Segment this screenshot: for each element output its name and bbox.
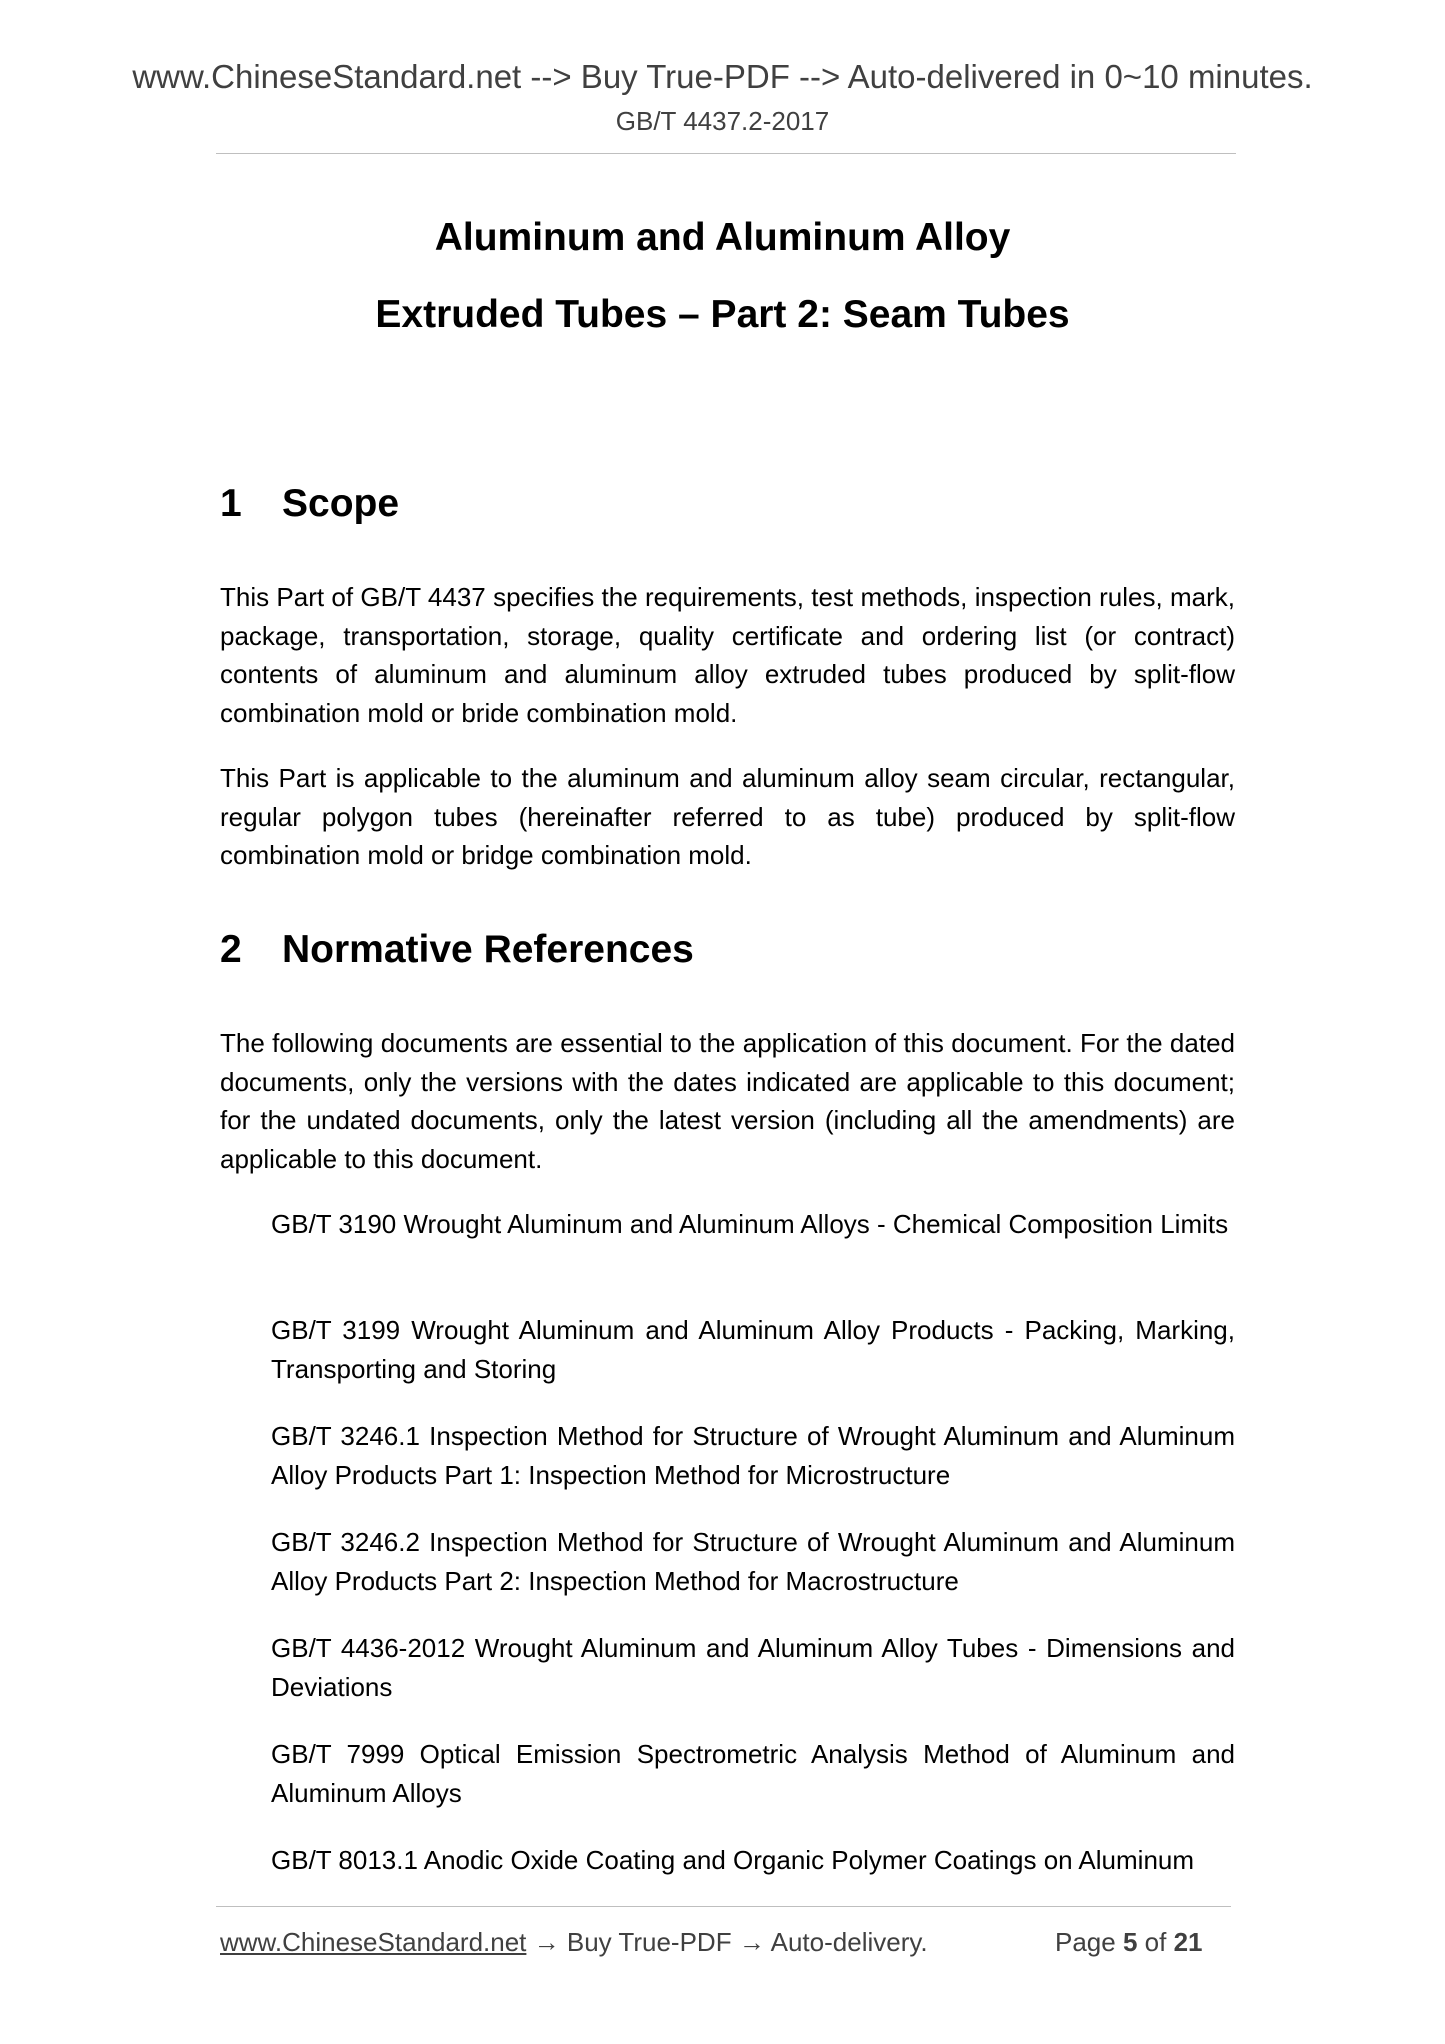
scope-paragraph-2: This Part is applicable to the aluminum and aluminum alloy seam circular, rectangular, regular polygon tubes (hereinafter referred to as tube) produced by split-flow combination mold or bridge combination mold. xyxy=(220,763,1235,870)
arrow-right-icon: → xyxy=(533,1927,560,1957)
footer-divider xyxy=(216,1906,1231,1907)
reference-item: GB/T 4436-2012 Wrought Aluminum and Aluminum Alloy Tubes - Dimensions and Deviations xyxy=(271,1633,1235,1702)
section-heading-normative-references xyxy=(220,925,694,975)
reference-item: GB/T 3246.1 Inspection Method for Structure of Wrought Aluminum and Aluminum Alloy Products Part 1: Inspection Method for Microstructure xyxy=(271,1421,1235,1490)
arrow-right-icon: → xyxy=(738,1927,765,1957)
references-intro-paragraph: The following documents are essential to the application of this document. For the dated documents, only the versions with the dates indicated are applicable to this document; for the undated documents, only the latest version (including all the amendments) are applicable to this document. xyxy=(220,1028,1235,1174)
document-title-line-1: Aluminum and Aluminum Alloy xyxy=(434,216,1011,259)
document-title-line-2: Extruded Tubes – Part 2: Seam Tubes xyxy=(375,293,1070,336)
total-page-count: 21 xyxy=(1173,1927,1203,1957)
footer-promo xyxy=(220,1925,928,1959)
reference-item: GB/T 3199 Wrought Aluminum and Aluminum Alloy Products - Packing, Marking, Transporting and Storing xyxy=(271,1315,1235,1384)
section-number: 2 xyxy=(220,928,242,971)
section-title: Normative References xyxy=(282,928,694,971)
footer-delivery-text: Auto-delivery. xyxy=(770,1927,928,1957)
header-divider xyxy=(216,153,1236,154)
reference-item: GB/T 7999 Optical Emission Spectrometric Analysis Method of Aluminum and Aluminum Alloys xyxy=(271,1739,1235,1808)
scope-paragraph-1: This Part of GB/T 4437 specifies the requirements, test methods, inspection rules, mark, package, transportation, storage, quality certificate and ordering list (or contract) contents of aluminum and aluminum alloy extruded tubes produced by split-flow combination mold or bride combination mold. xyxy=(220,582,1235,728)
reference-item: GB/T 3190 Wrought Aluminum and Aluminum Alloys - Chemical Composition Limits xyxy=(271,1209,1229,1239)
footer-site-link[interactable]: www.ChineseStandard.net xyxy=(220,1927,527,1957)
section-number: 1 xyxy=(220,482,242,525)
page-label: Page xyxy=(1055,1927,1116,1957)
section-heading-scope xyxy=(220,479,399,529)
reference-item: GB/T 8013.1 Anodic Oxide Coating and Organic Polymer Coatings on Aluminum xyxy=(271,1845,1195,1875)
page-indicator xyxy=(1055,1925,1203,1959)
reference-item: GB/T 3246.2 Inspection Method for Structure of Wrought Aluminum and Aluminum Alloy Products Part 2: Inspection Method for Macrostructure xyxy=(271,1527,1235,1596)
footer-buy-text: Buy True-PDF xyxy=(566,1927,732,1957)
page-of-label: of xyxy=(1144,1927,1167,1957)
document-code: GB/T 4437.2-2017 xyxy=(615,106,830,136)
current-page-number: 5 xyxy=(1122,1927,1138,1957)
section-title: Scope xyxy=(282,482,400,525)
header-banner[interactable]: www.ChineseStandard.net --> Buy True-PDF --> Auto-delivered in 0~10 minutes. xyxy=(132,58,1313,95)
